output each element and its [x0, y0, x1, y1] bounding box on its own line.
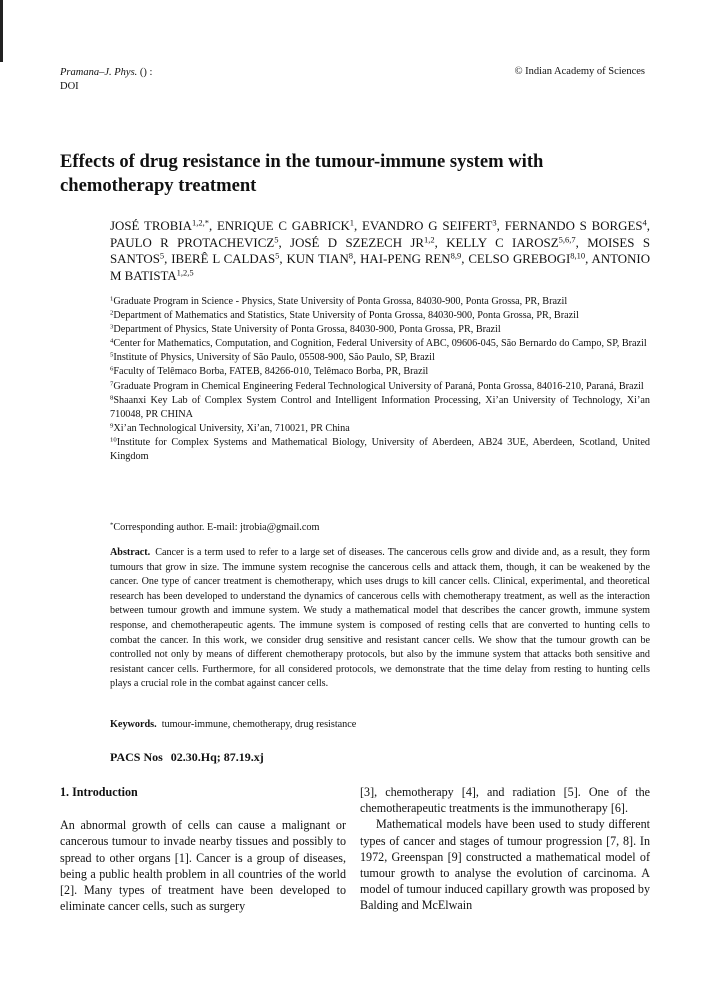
- author: PAULO R PROTACHEVICZ$^5$: [110, 234, 279, 250]
- abstract-label: Abstract.: [110, 547, 151, 558]
- author: JOSÉ D SZEZECH JR$^{1,2}$: [290, 234, 435, 250]
- author: HAI-PENG REN$^{8,9}$: [360, 250, 462, 266]
- affiliation: $^7$Graduate Program in Chemical Engineering Federal Technological University of Paraná, Ponta Grossa, 84016-210, Paraná, Brazil: [110, 380, 644, 392]
- author: MOISES S SANTOS$^5$: [110, 235, 650, 266]
- author: KELLY C IAROSZ$^{5,6,7}$: [446, 234, 576, 250]
- author: FERNANDO S BORGES$^4$: [504, 217, 647, 233]
- author: EVANDRO G SEIFERT$^3$: [362, 217, 497, 233]
- affiliation: $^{10}$Institute for Complex Systems and Mathematical Biology, University of Aberdeen, AB24 3UE, Aberdeen, Scotland, United Kingdom: [110, 436, 650, 463]
- affiliation: $^9$Xi’an Technological University, Xi’an, 710021, PR China: [110, 422, 350, 434]
- affiliation: $^4$Center for Mathematics, Computation, and Cognition, Federal University of ABC, 09606-045, São Bernardo do Campo, SP, Brazil: [110, 337, 647, 350]
- page-edge-rule: [0, 0, 3, 62]
- corresponding-author-note: *Corresponding author. E-mail: jtrobia@gmail.com: [110, 521, 320, 533]
- paragraph: [3], chemotherapy [4], and radiation [5]. One of the chemotherapeutic treatments is the immunotherapy [6].: [360, 785, 650, 816]
- author-list: JOSÉ $TROBIA^{1,2,*}$, ENRIQUE C GABRICK$^1$, EVANDRO G SEIFERT$^3$, FERNANDO S BORGES$^4$, PAULO R PROTACHEVICZ$^5$, JOSÉ D SZEZECH JR$^{1,2}$, KELLY C IAROSZ$^{5,6,7}$, MOISES S SANTOS$^5$, IBERÊ L CALDAS$^5$, KUN TIAN$^8$, HAI-PENG REN$^{8,9}$, CELSO GREBOGI$^{8,10}$, ANTONIO M BATISTA$^{1,2,5}$: [110, 217, 651, 283]
- pacs-label: PACS Nos: [110, 750, 163, 764]
- affiliation: $^1$Graduate Program in Science - Physics, State University of Ponta Grossa, 84030-900, Ponta Grossa, PR, Brazil: [110, 295, 568, 307]
- author: KUN TIAN$^8$: [286, 250, 354, 266]
- journal-name: Pramana–J. Phys.: [60, 67, 138, 78]
- affiliation-list: [110, 295, 650, 464]
- paragraph: Mathematical models have been used to study different types of cancer and stages of tumour progression [7, 8]. In 1972, Greenspan [9] constructed a mathematical model of tumour growth to analyse the evolution of carcinoma. A model of tumour induced capillary growth was proposed by Balding and McElwain: [360, 817, 650, 913]
- copyright-notice: © Indian Academy of Sciences: [514, 66, 645, 77]
- abstract: [110, 546, 650, 692]
- paragraph: An abnormal growth of cells can cause a malignant or cancerous tumour to invade nearby tissues and possibly to spread to other organs [1]. Cancer is a group of diseases, being a public health problem in all countries of the world [2]. Many types of treatment have been developed to eliminate cancer cells, such as surgery: [60, 818, 346, 914]
- journal-header: [60, 66, 152, 94]
- keywords-text: tumour-immune, chemotherapy, drug resistance: [161, 719, 357, 730]
- doi-label: DOI: [60, 81, 79, 92]
- keywords-label: Keywords.: [110, 719, 157, 730]
- body-column-left: [60, 784, 346, 914]
- author: JOSÉ $TROBIA^{1,2,*}$: [110, 217, 209, 233]
- author: CELSO GREBOGI$^{8,10}$: [468, 250, 586, 266]
- keywords: [110, 719, 356, 730]
- abstract-text: Cancer is a term used to refer to a large set of diseases. The cancerous cells grow and divide and, as a result, they form tumours that grow in size. The immune system recognise the cancerous cells and attack them, though, it can be weakened by the cancer. One type of cancer treatment is chemotherapy, which uses drugs to kill cancer cells. Clinical, experimental, and theoretical research has been developed to understand the dynamics of cancerous cells with chemotherapy treatment, as well as the interaction between tumour growth and immune system. We study a mathematical model that describes the cancer growth, immune system response, and chemotherapeutic agents. The immune system is composed of resting cells that are converted to hunting cells to combat the cancer. In this work, we consider drug sensitive and resistant cancer cells. We show that the tumour growth can be controlled not only by means of different chemotherapy protocols, but also by the immune system that attacks both sensitive and resistant cancer cells. Furthermore, for all considered protocols, we demonstrate that the time delay from resting to hunting cells plays a crucial role in the combat against cancer cells.: [110, 547, 650, 690]
- paper-title: Effects of drug resistance in the tumour-immune system with chemotherapy treatment: [60, 151, 544, 196]
- affiliation: $^5$Institute of Physics, University of São Paulo, 05508-900, São Paulo, SP, Brazil: [110, 351, 435, 364]
- affiliation: $^2$Department of Mathematics and Statistics, State University of Ponta Grossa, 84030-900, Ponta Grossa, PR, Brazil: [110, 309, 579, 322]
- author: ENRIQUE C GABRICK$^1$: [216, 217, 355, 233]
- journal-volume: () :: [137, 67, 153, 78]
- affiliation: $^3$Department of Physics, State University of Ponta Grossa, 84030-900, Ponta Grossa, PR, Brazil: [110, 323, 501, 336]
- author: ANTONIO M BATISTA$^{1,2,5}$: [110, 252, 651, 283]
- pacs-numbers: [110, 750, 264, 765]
- section-heading: 1. Introduction: [60, 785, 138, 799]
- author: IBERÊ L CALDAS$^5$: [171, 250, 280, 266]
- pacs-text: 02.30.Hq; 87.19.xj: [170, 750, 264, 764]
- affiliation: $^8$Shaanxi Key Lab of Complex System Control and Intelligent Information Processing, Xi’an University of Technology, Xi’an 710048, PR CHINA: [110, 394, 650, 420]
- body-column-right: [360, 784, 650, 914]
- affiliation: $^6$Faculty of Telêmaco Borba, FATEB, 84266-010, Telêmaco Borba, PR, Brazil: [110, 365, 429, 378]
